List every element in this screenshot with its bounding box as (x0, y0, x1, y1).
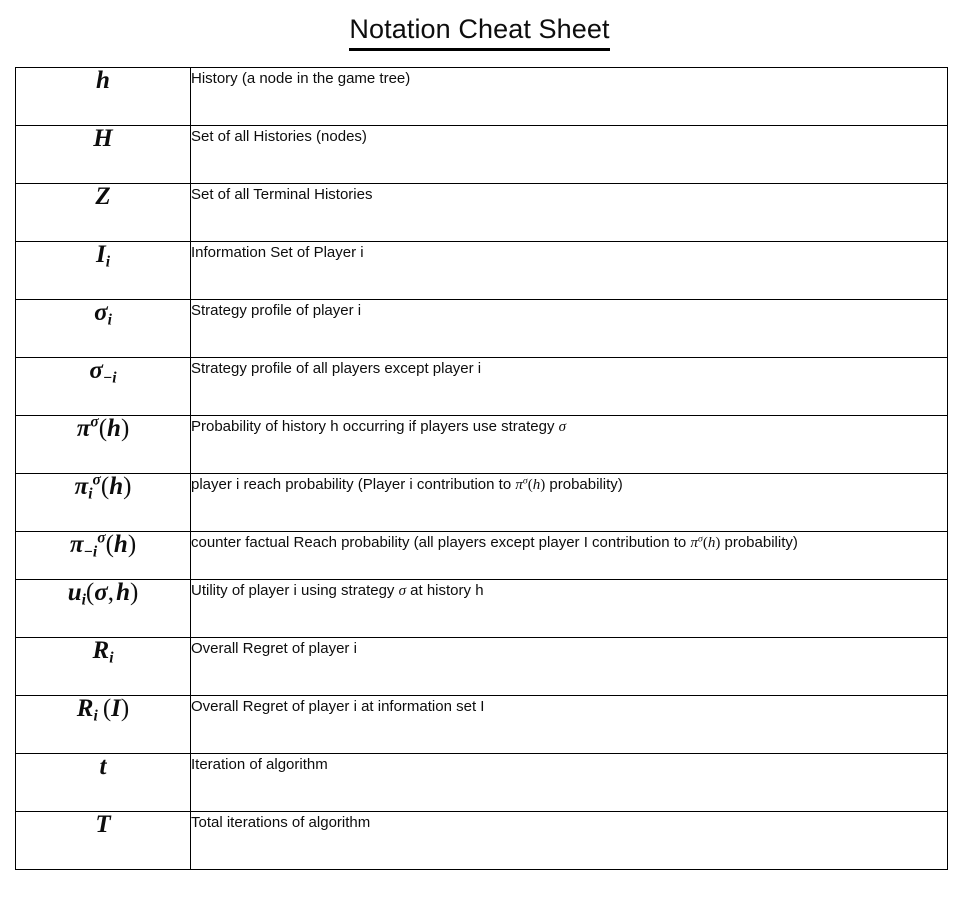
symbol-regret-i-infoset: $R_i$ (I) (76, 695, 130, 725)
symbol-cell-sigma-minus-i (16, 358, 191, 416)
symbol-cell-I-i (16, 242, 191, 300)
symbol-z: Z (95, 183, 111, 210)
description-text-post: at history h (406, 582, 484, 599)
table-row (16, 126, 948, 184)
table-row (16, 184, 948, 242)
description-text: Iteration of algorithm (191, 756, 328, 773)
symbol-cell-regret-i (16, 638, 191, 696)
symbol-information-set: $I_i$ (95, 241, 111, 271)
symbol-cell-sigma-i (16, 300, 191, 358)
description-text-post: probability) (720, 534, 798, 551)
symbol-cell-H (16, 126, 191, 184)
notation-table-body (16, 68, 948, 870)
description-text: Strategy profile of all players except player i (191, 360, 482, 377)
description-text: Information Set of Player i (191, 244, 364, 261)
page-title: Notation Cheat Sheet (349, 14, 609, 51)
description-text (191, 532, 947, 555)
symbol-cell-t (16, 754, 191, 812)
symbol-sigma-i: $\sigma_i$ (94, 299, 112, 329)
inline-math-sigma: σ (398, 583, 406, 599)
description-cell-h (191, 68, 948, 126)
table-row (16, 358, 948, 416)
symbol-cell-utility (16, 580, 191, 638)
symbol-regret-i: $R_i$ (92, 637, 114, 667)
table-row (16, 416, 948, 474)
table-row (16, 242, 948, 300)
symbol-total-iterations-t: T (95, 811, 111, 838)
table-row (16, 68, 948, 126)
table-row (16, 580, 948, 638)
table-row (16, 300, 948, 358)
symbol-cell-T (16, 812, 191, 870)
description-text: Strategy profile of player i (191, 302, 362, 319)
description-cell-pi-i-sigma-h (191, 474, 948, 532)
description-cell-I-i (191, 242, 948, 300)
symbol-pi-sigma-h: $\pi^\sigma(h)$ (76, 413, 130, 442)
symbol-h: h (96, 67, 110, 94)
table-row (16, 532, 948, 580)
symbol-cell-regret-i-infoset (16, 696, 191, 754)
description-text: Set of all Terminal Histories (191, 186, 373, 203)
inline-math-pi-sigma-h: $\pi^\sigma(h)$ (690, 533, 721, 551)
description-text (191, 580, 947, 603)
description-text (191, 474, 947, 497)
description-cell-t (191, 754, 948, 812)
description-cell-pi-sigma-h (191, 416, 948, 474)
description-text-pre: counter factual Reach probability (all players except player I contribution to (191, 534, 691, 551)
description-cell-T (191, 812, 948, 870)
description-text-post: probability) (545, 476, 623, 493)
symbol-cell-h (16, 68, 191, 126)
table-row (16, 696, 948, 754)
description-cell-sigma-i (191, 300, 948, 358)
description-cell-H (191, 126, 948, 184)
inline-math-sigma: σ (558, 419, 567, 435)
description-cell-regret-i-infoset (191, 696, 948, 754)
description-cell-pi-minus-i-sigma-h (191, 532, 948, 580)
page-title-container (0, 14, 959, 51)
description-cell-Z (191, 184, 948, 242)
symbol-pi-i-sigma-h: $\pi_i^\sigma(h)$ (74, 471, 132, 503)
symbol-sigma-minus-i: $\sigma_{-i}$ (89, 357, 117, 387)
description-text-pre: Probability of history h occurring if players use strategy (191, 418, 559, 435)
symbol-utility-i: $u_i(\sigma$, h) (67, 579, 139, 609)
description-text-pre: player i reach probability (Player i contribution to (191, 476, 516, 493)
table-row (16, 638, 948, 696)
table-row (16, 812, 948, 870)
description-cell-sigma-minus-i (191, 358, 948, 416)
symbol-iteration-t: t (99, 753, 107, 780)
symbol-cell-pi-sigma-h (16, 413, 191, 474)
description-text: Overall Regret of player i (191, 640, 357, 657)
symbol-cell-Z (16, 184, 191, 242)
symbol-pi-minus-i-sigma-h: $\pi_{-i}^\sigma(h)$ (69, 529, 137, 561)
description-text: Set of all Histories (nodes) (191, 128, 367, 145)
description-cell-regret-i (191, 638, 948, 696)
inline-math-pi-sigma-h: $\pi^\sigma(h)$ (515, 475, 546, 493)
symbol-cell-pi-minus-i-sigma-h (16, 529, 191, 580)
table-row (16, 474, 948, 532)
symbol-cell-pi-i-sigma-h (16, 471, 191, 532)
symbol-capital-h: H (93, 125, 113, 152)
description-text-pre: Utility of player i using strategy (191, 582, 399, 599)
description-cell-utility (191, 580, 948, 638)
description-text: History (a node in the game tree) (191, 70, 411, 87)
notation-table (15, 67, 948, 870)
description-text (191, 416, 947, 439)
table-row (16, 754, 948, 812)
description-text: Overall Regret of player i at information set I (191, 698, 485, 715)
description-text: Total iterations of algorithm (191, 814, 371, 831)
